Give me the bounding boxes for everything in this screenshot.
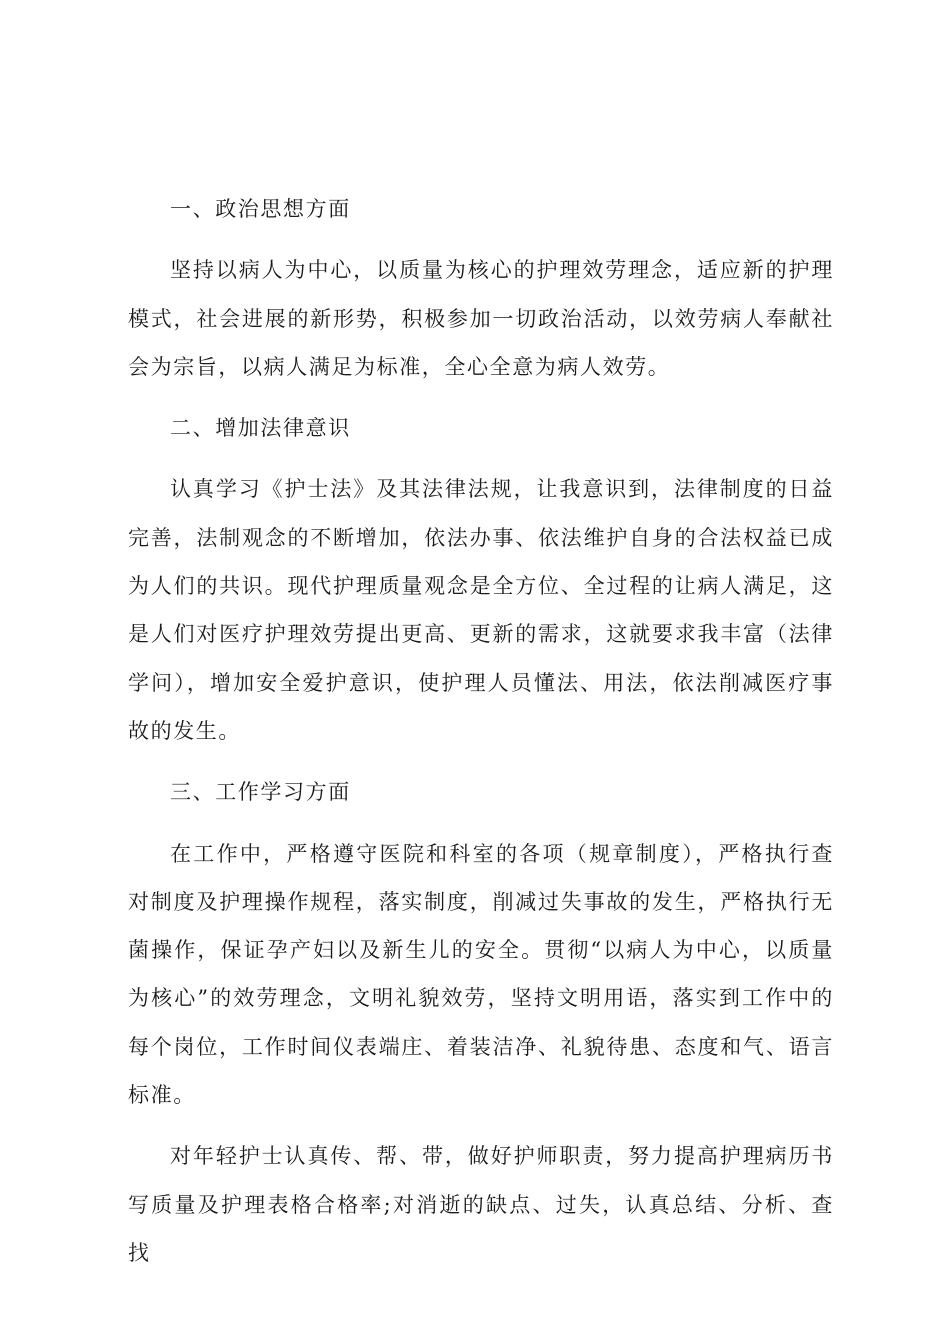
paragraph-political: 坚持以病人为中心，以质量为核心的护理效劳理念，适应新的护理模式，社会进展的新形势，积极参加一切政治活动，以效劳病人奉献社会为宗旨，以病人满足为标准，全心全意为病人效劳。 [128, 258, 834, 379]
section-heading-work-study: 三、工作学习方面 [170, 780, 351, 805]
section-heading-political: 一、政治思想方面 [170, 197, 351, 221]
document-body [128, 185, 834, 1290]
paragraph-legal: 认真学习《护士法》及其法律法规，让我意识到，法律制度的日益完善，法制观念的不断增加，依法办事、依法维护自身的合法权益已成为人们的共识。现代护理质量观念是全方位、全过程的让病人满足，这是人们对医疗护理效劳提出更高、更新的需求，这就要求我丰富（法律学问），增加安全爱护意识，使护理人员懂法、用法，依法削减医疗事故的发生。 [128, 477, 834, 743]
paragraph-work: 在工作中，严格遵守医院和科室的各项（规章制度），严格执行查对制度及护理操作规程，落实制度，削减过失事故的发生，严格执行无菌操作，保证孕产妇以及新生儿的安全。贯彻“以病人为中心，以质量为核心”的效劳理念，文明礼貌效劳，坚持文明用语，落实到工作中的每个岗位，工作时间仪表端庄、着装洁净、礼貌待患、态度和气、语言标准。 [128, 841, 834, 1108]
section-heading-legal: 二、增加法律意识 [170, 416, 351, 441]
paragraph-mentoring: 对年轻护士认真传、帮、带，做好护师职责，努力提高护理病历书写质量及护理表格合格率;对消逝的缺点、过失，认真总结、分析、查找 [128, 1144, 834, 1265]
